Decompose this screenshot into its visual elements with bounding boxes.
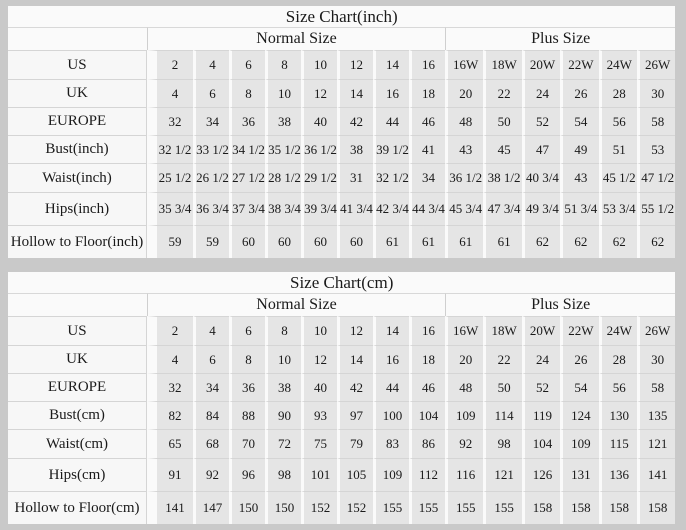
size-cell: 60 bbox=[301, 225, 337, 258]
size-cell: 68 bbox=[193, 429, 229, 458]
size-cell: 6 bbox=[193, 79, 229, 107]
size-cell: 16 bbox=[373, 345, 409, 373]
size-cell: 41 bbox=[409, 135, 445, 163]
column-group-row bbox=[8, 27, 675, 50]
size-cell: 16 bbox=[373, 79, 409, 107]
size-cell: 32 bbox=[147, 373, 193, 401]
size-cell: 92 bbox=[193, 458, 229, 491]
size-cell: 37 3/4 bbox=[229, 192, 265, 225]
size-cell: 24W bbox=[599, 50, 637, 79]
size-cell: 27 1/2 bbox=[229, 163, 265, 192]
size-cell: 109 bbox=[445, 401, 483, 429]
size-cell: 18 bbox=[409, 345, 445, 373]
size-cell: 61 bbox=[373, 225, 409, 258]
size-cell: 152 bbox=[337, 491, 373, 524]
size-chart-table-inch bbox=[8, 6, 675, 258]
table-title: Size Chart(inch) bbox=[8, 6, 675, 27]
size-cell: 54 bbox=[560, 373, 598, 401]
size-cell: 50 bbox=[483, 373, 521, 401]
size-cell: 109 bbox=[560, 429, 598, 458]
size-cell: 141 bbox=[637, 458, 675, 491]
row-label: Hollow to Floor(cm) bbox=[8, 491, 147, 524]
size-cell: 155 bbox=[373, 491, 409, 524]
size-cell: 130 bbox=[599, 401, 637, 429]
size-cell: 61 bbox=[483, 225, 521, 258]
size-cell: 72 bbox=[265, 429, 301, 458]
size-cell: 14 bbox=[337, 345, 373, 373]
size-cell: 20 bbox=[445, 345, 483, 373]
size-cell: 16 bbox=[409, 50, 445, 79]
size-cell: 2 bbox=[147, 316, 193, 345]
size-cell: 121 bbox=[483, 458, 521, 491]
table-row bbox=[8, 401, 675, 429]
size-cell: 47 bbox=[522, 135, 560, 163]
size-cell: 51 3/4 bbox=[560, 192, 598, 225]
row-label: Waist(inch) bbox=[8, 163, 147, 192]
size-cell: 141 bbox=[147, 491, 193, 524]
size-cell: 12 bbox=[337, 316, 373, 345]
size-cell: 101 bbox=[301, 458, 337, 491]
size-cell: 59 bbox=[193, 225, 229, 258]
size-cell: 50 bbox=[483, 107, 521, 135]
row-label: EUROPE bbox=[8, 373, 147, 401]
size-cell: 98 bbox=[483, 429, 521, 458]
size-cell: 58 bbox=[637, 107, 675, 135]
size-cell: 10 bbox=[265, 79, 301, 107]
size-cell: 24 bbox=[522, 79, 560, 107]
size-cell: 36 1/2 bbox=[301, 135, 337, 163]
size-cell: 61 bbox=[445, 225, 483, 258]
column-group-normal: Normal Size bbox=[147, 293, 445, 316]
size-cell: 8 bbox=[229, 79, 265, 107]
size-cell: 4 bbox=[147, 345, 193, 373]
table-row bbox=[8, 135, 675, 163]
table-row bbox=[8, 163, 675, 192]
size-cell: 39 1/2 bbox=[373, 135, 409, 163]
row-label: UK bbox=[8, 345, 147, 373]
size-cell: 45 1/2 bbox=[599, 163, 637, 192]
size-cell: 45 bbox=[483, 135, 521, 163]
size-cell: 42 bbox=[337, 373, 373, 401]
table-row bbox=[8, 192, 675, 225]
size-cell: 16W bbox=[445, 316, 483, 345]
size-cell: 62 bbox=[560, 225, 598, 258]
size-cell: 38 3/4 bbox=[265, 192, 301, 225]
size-cell: 59 bbox=[147, 225, 193, 258]
size-cell: 12 bbox=[301, 79, 337, 107]
size-cell: 4 bbox=[147, 79, 193, 107]
size-cell: 36 3/4 bbox=[193, 192, 229, 225]
size-cell: 60 bbox=[265, 225, 301, 258]
size-cell: 32 bbox=[147, 107, 193, 135]
size-cell: 8 bbox=[229, 345, 265, 373]
size-cell: 104 bbox=[409, 401, 445, 429]
size-cell: 28 bbox=[599, 345, 637, 373]
column-group-row bbox=[8, 293, 675, 316]
size-cell: 22 bbox=[483, 345, 521, 373]
size-cell: 136 bbox=[599, 458, 637, 491]
size-cell: 52 bbox=[522, 107, 560, 135]
table-row bbox=[8, 107, 675, 135]
size-cell: 126 bbox=[522, 458, 560, 491]
size-cell: 43 bbox=[560, 163, 598, 192]
size-cell: 10 bbox=[301, 316, 337, 345]
size-cell: 44 3/4 bbox=[409, 192, 445, 225]
row-label: UK bbox=[8, 79, 147, 107]
size-cell: 97 bbox=[337, 401, 373, 429]
size-cell: 14 bbox=[373, 316, 409, 345]
size-cell: 98 bbox=[265, 458, 301, 491]
size-cell: 20 bbox=[445, 79, 483, 107]
size-cell: 150 bbox=[229, 491, 265, 524]
row-label: EUROPE bbox=[8, 107, 147, 135]
size-cell: 36 bbox=[229, 373, 265, 401]
size-cell: 18 bbox=[409, 79, 445, 107]
size-cell: 104 bbox=[522, 429, 560, 458]
corner-cell bbox=[8, 27, 147, 50]
size-cell: 54 bbox=[560, 107, 598, 135]
size-cell: 121 bbox=[637, 429, 675, 458]
size-cell: 112 bbox=[409, 458, 445, 491]
size-cell: 26 bbox=[560, 345, 598, 373]
size-cell: 100 bbox=[373, 401, 409, 429]
size-cell: 93 bbox=[301, 401, 337, 429]
size-cell: 26 1/2 bbox=[193, 163, 229, 192]
size-cell: 36 bbox=[229, 107, 265, 135]
size-cell: 40 bbox=[301, 107, 337, 135]
size-cell: 4 bbox=[193, 316, 229, 345]
size-cell: 14 bbox=[373, 50, 409, 79]
size-cell: 31 bbox=[337, 163, 373, 192]
size-cell: 44 bbox=[373, 373, 409, 401]
row-label: Hips(inch) bbox=[8, 192, 147, 225]
size-cell: 41 3/4 bbox=[337, 192, 373, 225]
row-label: US bbox=[8, 316, 147, 345]
size-cell: 6 bbox=[229, 50, 265, 79]
size-cell: 18W bbox=[483, 316, 521, 345]
table-row bbox=[8, 458, 675, 491]
size-cell: 30 bbox=[637, 345, 675, 373]
size-cell: 34 bbox=[409, 163, 445, 192]
size-cell: 20W bbox=[522, 316, 560, 345]
size-cell: 155 bbox=[445, 491, 483, 524]
size-cell: 38 bbox=[337, 135, 373, 163]
size-cell: 44 bbox=[373, 107, 409, 135]
size-cell: 48 bbox=[445, 373, 483, 401]
size-cell: 8 bbox=[265, 316, 301, 345]
size-cell: 22W bbox=[560, 316, 598, 345]
size-cell: 152 bbox=[301, 491, 337, 524]
size-cell: 10 bbox=[265, 345, 301, 373]
size-cell: 75 bbox=[301, 429, 337, 458]
size-cell: 34 bbox=[193, 373, 229, 401]
size-cell: 38 bbox=[265, 373, 301, 401]
size-cell: 33 1/2 bbox=[193, 135, 229, 163]
table-row bbox=[8, 345, 675, 373]
size-chart-table-cm bbox=[8, 272, 675, 524]
size-cell: 86 bbox=[409, 429, 445, 458]
size-cell: 26W bbox=[637, 50, 675, 79]
table-row bbox=[8, 79, 675, 107]
table-row bbox=[8, 491, 675, 524]
size-cell: 52 bbox=[522, 373, 560, 401]
size-cell: 43 bbox=[445, 135, 483, 163]
size-cell: 48 bbox=[445, 107, 483, 135]
size-cell: 58 bbox=[637, 373, 675, 401]
size-cell: 51 bbox=[599, 135, 637, 163]
size-cell: 6 bbox=[229, 316, 265, 345]
size-cell: 96 bbox=[229, 458, 265, 491]
size-cell: 14 bbox=[337, 79, 373, 107]
table-row bbox=[8, 225, 675, 258]
size-cell: 82 bbox=[147, 401, 193, 429]
size-cell: 61 bbox=[409, 225, 445, 258]
row-label: Hollow to Floor(inch) bbox=[8, 225, 147, 258]
size-cell: 150 bbox=[265, 491, 301, 524]
table-row bbox=[8, 429, 675, 458]
size-cell: 62 bbox=[522, 225, 560, 258]
size-cell: 35 1/2 bbox=[265, 135, 301, 163]
size-cell: 53 bbox=[637, 135, 675, 163]
size-cell: 109 bbox=[373, 458, 409, 491]
size-cell: 40 bbox=[301, 373, 337, 401]
size-cell: 49 3/4 bbox=[522, 192, 560, 225]
size-cell: 29 1/2 bbox=[301, 163, 337, 192]
size-cell: 32 1/2 bbox=[373, 163, 409, 192]
size-cell: 119 bbox=[522, 401, 560, 429]
size-cell: 24 bbox=[522, 345, 560, 373]
size-cell: 79 bbox=[337, 429, 373, 458]
size-cell: 22 bbox=[483, 79, 521, 107]
size-cell: 155 bbox=[409, 491, 445, 524]
size-cell: 24W bbox=[599, 316, 637, 345]
size-cell: 53 3/4 bbox=[599, 192, 637, 225]
size-cell: 115 bbox=[599, 429, 637, 458]
size-cell: 60 bbox=[337, 225, 373, 258]
size-cell: 62 bbox=[637, 225, 675, 258]
row-label: Bust(cm) bbox=[8, 401, 147, 429]
size-cell: 2 bbox=[147, 50, 193, 79]
size-cell: 12 bbox=[337, 50, 373, 79]
size-cell: 12 bbox=[301, 345, 337, 373]
size-cell: 20W bbox=[522, 50, 560, 79]
size-cell: 49 bbox=[560, 135, 598, 163]
size-cell: 35 3/4 bbox=[147, 192, 193, 225]
size-cell: 40 3/4 bbox=[522, 163, 560, 192]
size-cell: 158 bbox=[637, 491, 675, 524]
size-cell: 25 1/2 bbox=[147, 163, 193, 192]
size-cell: 16W bbox=[445, 50, 483, 79]
size-cell: 45 3/4 bbox=[445, 192, 483, 225]
size-cell: 114 bbox=[483, 401, 521, 429]
size-cell: 46 bbox=[409, 107, 445, 135]
size-cell: 32 1/2 bbox=[147, 135, 193, 163]
size-cell: 60 bbox=[229, 225, 265, 258]
column-group-plus: Plus Size bbox=[445, 293, 675, 316]
size-cell: 34 1/2 bbox=[229, 135, 265, 163]
size-cell: 158 bbox=[522, 491, 560, 524]
size-cell: 36 1/2 bbox=[445, 163, 483, 192]
size-cell: 28 bbox=[599, 79, 637, 107]
size-cell: 26 bbox=[560, 79, 598, 107]
size-cell: 131 bbox=[560, 458, 598, 491]
size-cell: 26W bbox=[637, 316, 675, 345]
table-row bbox=[8, 373, 675, 401]
size-cell: 92 bbox=[445, 429, 483, 458]
size-cell: 158 bbox=[599, 491, 637, 524]
size-cell: 56 bbox=[599, 107, 637, 135]
size-cell: 158 bbox=[560, 491, 598, 524]
row-label: Bust(inch) bbox=[8, 135, 147, 163]
size-cell: 105 bbox=[337, 458, 373, 491]
size-cell: 116 bbox=[445, 458, 483, 491]
size-cell: 42 bbox=[337, 107, 373, 135]
size-cell: 39 3/4 bbox=[301, 192, 337, 225]
row-label: Waist(cm) bbox=[8, 429, 147, 458]
table-row bbox=[8, 316, 675, 345]
size-cell: 135 bbox=[637, 401, 675, 429]
size-cell: 18W bbox=[483, 50, 521, 79]
size-cell: 65 bbox=[147, 429, 193, 458]
size-cell: 155 bbox=[483, 491, 521, 524]
size-cell: 70 bbox=[229, 429, 265, 458]
size-cell: 38 1/2 bbox=[483, 163, 521, 192]
size-cell: 56 bbox=[599, 373, 637, 401]
size-cell: 124 bbox=[560, 401, 598, 429]
size-cell: 55 1/2 bbox=[637, 192, 675, 225]
table-title-row bbox=[8, 6, 675, 27]
size-cell: 47 1/2 bbox=[637, 163, 675, 192]
size-cell: 10 bbox=[301, 50, 337, 79]
size-cell: 147 bbox=[193, 491, 229, 524]
size-cell: 88 bbox=[229, 401, 265, 429]
size-cell: 46 bbox=[409, 373, 445, 401]
size-cell: 28 1/2 bbox=[265, 163, 301, 192]
size-cell: 91 bbox=[147, 458, 193, 491]
size-cell: 34 bbox=[193, 107, 229, 135]
row-label: US bbox=[8, 50, 147, 79]
size-cell: 84 bbox=[193, 401, 229, 429]
row-label: Hips(cm) bbox=[8, 458, 147, 491]
table-row bbox=[8, 50, 675, 79]
size-cell: 8 bbox=[265, 50, 301, 79]
size-cell: 30 bbox=[637, 79, 675, 107]
size-cell: 4 bbox=[193, 50, 229, 79]
size-cell: 83 bbox=[373, 429, 409, 458]
size-cell: 38 bbox=[265, 107, 301, 135]
size-cell: 90 bbox=[265, 401, 301, 429]
size-cell: 62 bbox=[599, 225, 637, 258]
corner-cell bbox=[8, 293, 147, 316]
table-title: Size Chart(cm) bbox=[8, 272, 675, 293]
column-group-plus: Plus Size bbox=[445, 27, 675, 50]
table-title-row bbox=[8, 272, 675, 293]
size-cell: 16 bbox=[409, 316, 445, 345]
size-cell: 42 3/4 bbox=[373, 192, 409, 225]
size-cell: 22W bbox=[560, 50, 598, 79]
size-cell: 6 bbox=[193, 345, 229, 373]
size-cell: 47 3/4 bbox=[483, 192, 521, 225]
column-group-normal: Normal Size bbox=[147, 27, 445, 50]
